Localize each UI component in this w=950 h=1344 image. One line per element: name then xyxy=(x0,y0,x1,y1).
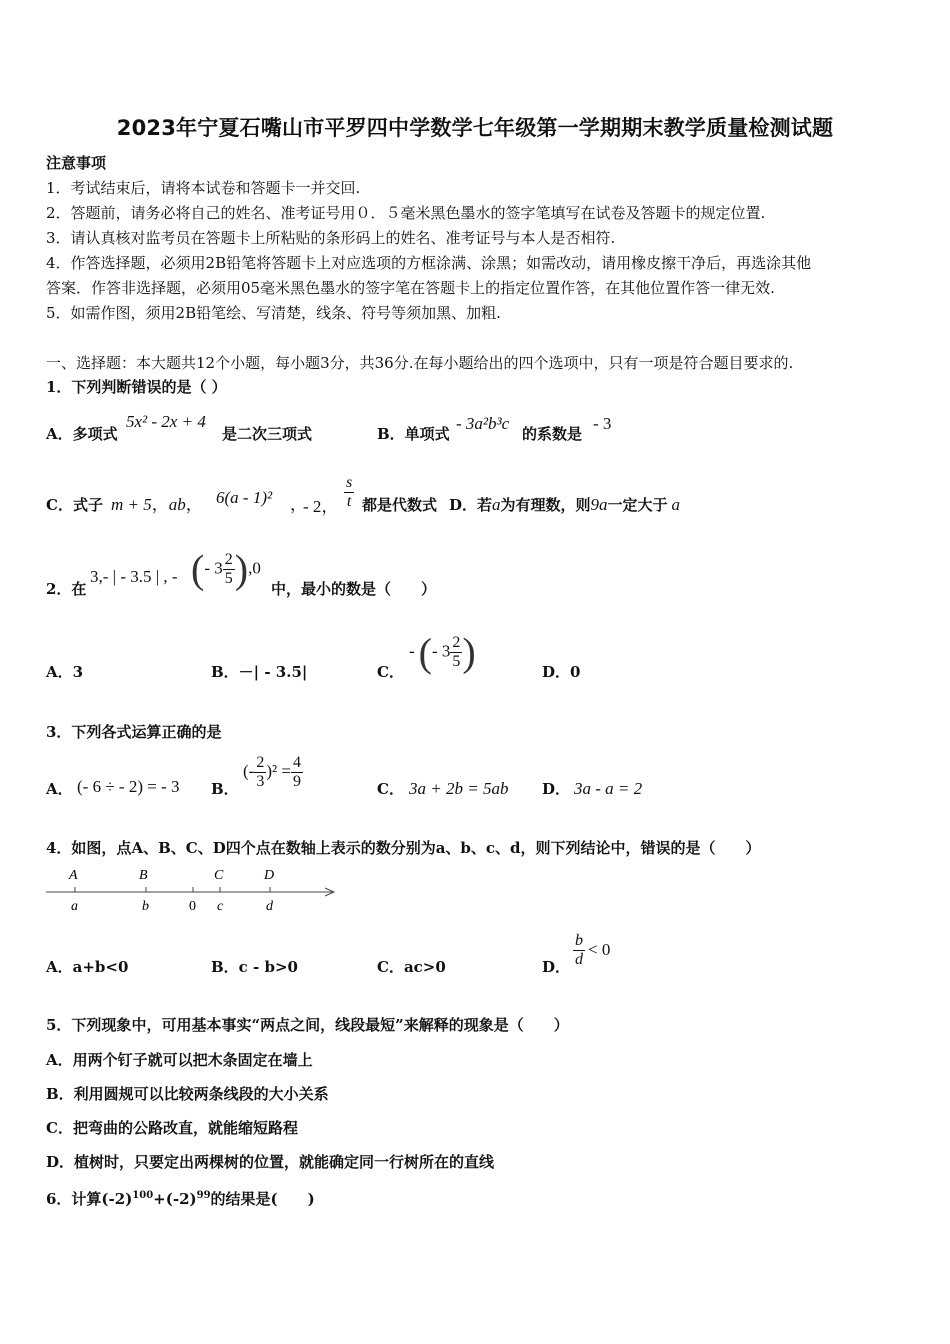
q2-stem-math: 3,- | - 3.5 | , - xyxy=(90,567,178,586)
notice-item: 1．考试结束后，请将本试卷和答题卡一并交回. xyxy=(46,179,361,197)
q1-c-expr4: - 2， xyxy=(303,497,339,516)
q3-option-d: D． xyxy=(542,780,571,798)
q3-d-math: 3a - a = 2 xyxy=(574,779,643,798)
number-line-figure xyxy=(42,864,342,916)
q5-option-a: A．用两个钉子就可以把木条固定在墙上 xyxy=(46,1051,313,1069)
value-label-zero: 0 xyxy=(189,899,196,914)
q1-b-math: - 3a²b³c xyxy=(456,414,510,433)
q3-option-c: C． xyxy=(377,780,404,798)
question-2-stem: 2．在 xyxy=(46,580,87,598)
value-label-b: b xyxy=(142,899,149,914)
q2-option-b: B．－| - 3.5| xyxy=(211,663,308,681)
notice-item: 2．答题前，请务必将自己的姓名、准考证号用０．５毫米黑色墨水的签字笔填写在试卷及答题卡的规定位置. xyxy=(46,204,766,222)
q1-a-suffix: 是二次三项式 xyxy=(222,425,313,443)
q1-option-d: D．若a为有理数，则9a一定大于 a xyxy=(449,495,681,514)
notice-item: 3．请认真核对监考员在答题卡上所粘贴的条形码上的姓名、准考证号与本人是否相符. xyxy=(46,229,616,247)
value-label-c: c xyxy=(217,899,224,914)
question-5-stem: 5．下列现象中，可用基本事实“两点之间，线段最短”来解释的现象是（ ） xyxy=(46,1016,569,1034)
q2-stem-suffix: 中，最小的数是（ ） xyxy=(271,580,437,598)
q1-option-c: C．式子 xyxy=(46,496,103,514)
q2-option-d: D．0 xyxy=(542,663,581,681)
q4-option-c: C．ac>0 xyxy=(377,958,446,976)
notice-item: 5．如需作图，须用2B铅笔绘、写清楚，线条、符号等须加黑、加粗. xyxy=(46,304,501,322)
q4-option-d: D． xyxy=(542,958,571,976)
q1-option-b: B．单项式 xyxy=(377,425,450,443)
q1-b-value: - 3 xyxy=(593,414,612,433)
q3-option-b: B． xyxy=(211,780,239,798)
q1-a-math: 5x² - 2x + 4 xyxy=(126,412,206,431)
q5-option-d: D．植树时，只要定出两棵树的位置，就能确定同一行树所在的直线 xyxy=(46,1153,495,1171)
value-label-d: d xyxy=(266,899,273,914)
q2-c-math: - (- 3 $\frac{2}{5}$ ) xyxy=(409,629,476,675)
notice-heading: 注意事项 xyxy=(46,154,107,172)
point-label-b-upper: B xyxy=(139,868,148,883)
q2-stem-paren-value: (- 3 $\frac{2}{5}$ ),0 xyxy=(191,546,261,592)
q2-option-a: A．3 xyxy=(46,663,84,681)
q5-option-b: B．利用圆规可以比较两条线段的大小关系 xyxy=(46,1085,329,1103)
q3-option-a: A． xyxy=(46,780,73,798)
q1-c-sep: ， xyxy=(290,495,307,514)
q1-c-suffix: 都是代数式 xyxy=(362,496,438,514)
value-label-a: a xyxy=(71,899,78,914)
q4-d-math: $\frac{b}{d}$ < 0 xyxy=(575,932,611,968)
q5-option-c: C．把弯曲的公路改直，就能缩短路程 xyxy=(46,1119,298,1137)
page-title: 2023年宁夏石嘴山市平罗四中学数学七年级第一学期期末教学质量检测试题 xyxy=(116,116,834,140)
q3-b-math: (- $\frac{2}{3}$ )² = $\frac{4}{9}$ xyxy=(243,754,301,790)
q1-a-prefix: A．多项式 xyxy=(46,425,118,443)
q2-option-c: C． xyxy=(377,663,404,681)
q3-c-math: 3a + 2b = 5ab xyxy=(409,779,509,798)
section-heading: 一、选择题：本大题共12个小题，每小题3分，共36分.在每小题给出的四个选项中，只有一项是符合题目要求的. xyxy=(46,354,794,372)
q1-b-suffix: 的系数是 xyxy=(522,425,583,443)
q1-c-expr: m + 5，ab， xyxy=(111,495,203,514)
point-label-c-upper: C xyxy=(214,868,224,883)
notice-item: 答案．作答非选择题，必须用05毫米黑色墨水的签字笔在答题卡上的指定位置作答，在其他位置作答一律无效. xyxy=(46,279,775,297)
question-4-stem: 4．如图，点A、B、C、D四个点在数轴上表示的数分别为a、b、c、d，则下列结论中，错误的是（ ） xyxy=(46,839,761,857)
question-1-stem: 1．下列判断错误的是（ ） xyxy=(46,378,227,396)
notice-item: 4．作答选择题，必须用2B铅笔将答题卡上对应选项的方框涂满、涂黑；如需改动，请用橡皮擦干净后，再选涂其他 xyxy=(46,254,812,272)
q4-option-b: B．c - b>0 xyxy=(211,958,298,976)
point-label-d-upper: D xyxy=(264,868,275,883)
question-3-stem: 3．下列各式运算正确的是 xyxy=(46,723,222,741)
question-6-stem: 6．计算$(-2)^{100}+(-2)^{99}$的结果是( ) xyxy=(46,1190,315,1208)
q1-option-a xyxy=(46,424,118,444)
q4-option-a: A．a+b<0 xyxy=(46,958,129,976)
point-label-a-upper: A xyxy=(69,868,78,883)
q3-a-math: (- 6 ÷ - 2) = - 3 xyxy=(77,777,180,796)
q1-c-fraction: $\frac{s}{t}$ xyxy=(346,474,353,510)
q1-c-expr3: 6(a - 1)² xyxy=(216,488,273,507)
